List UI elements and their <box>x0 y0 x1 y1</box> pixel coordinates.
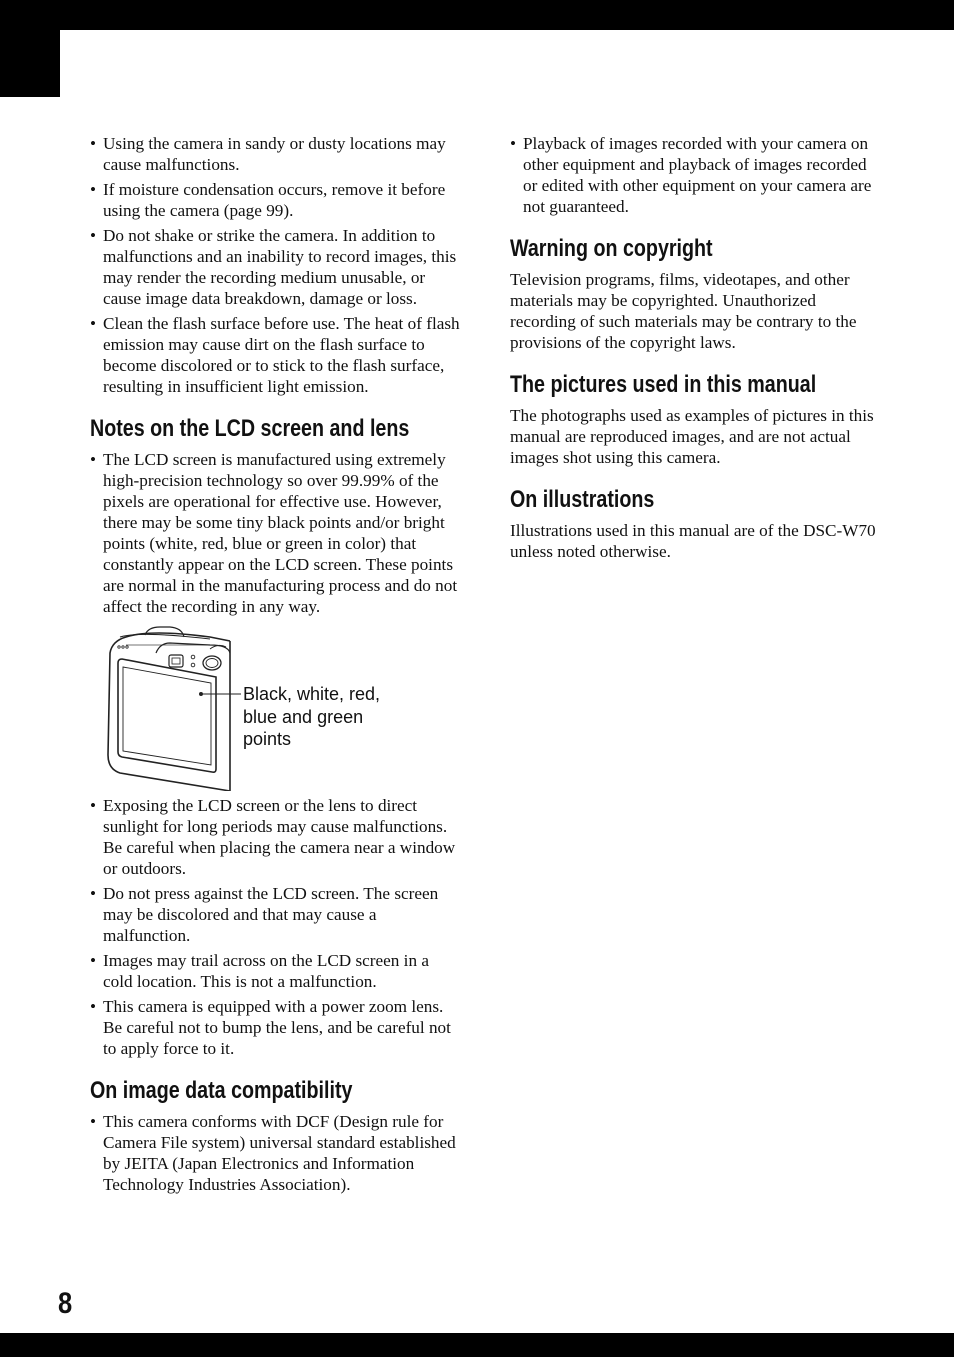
lcd-bullet-list-continued <box>90 795 460 1059</box>
copyright-section-heading: Warning on copyright <box>510 235 713 262</box>
illustrations-section-heading: On illustrations <box>510 486 655 513</box>
list-item: • Using the camera in sandy or dusty locations may cause malfunctions. <box>90 133 460 175</box>
list-item: • This camera is equipped with a power zoom lens. Be careful not to bump the lens, and be careful not to apply force to it. <box>90 996 460 1059</box>
list-item: • Do not shake or strike the camera. In addition to malfunctions and an inability to record images, this may render the recording medium unusable, or cause image data breakdown, damage or loss. <box>90 225 460 309</box>
list-item: • This camera conforms with DCF (Design rule for Camera File system) universal standard established by JEITA (Japan Electronics and Information Technology Industries Association). <box>90 1111 460 1195</box>
page-number: 8 <box>58 1287 73 1320</box>
list-item: • Clean the flash surface before use. The heat of flash emission may cause dirt on the flash surface to become discolored or to stick to the flash surface, resulting in insufficient light emission. <box>90 313 460 397</box>
header-bar <box>0 0 954 30</box>
footer-bar <box>0 1333 954 1357</box>
intro-bullet-list <box>90 133 460 397</box>
lcd-bullet-list <box>90 449 460 617</box>
corner-tab <box>0 30 60 97</box>
pictures-section-heading: The pictures used in this manual <box>510 371 817 398</box>
figure-callout: Black, white, red, blue and green points <box>243 684 381 749</box>
illustrations-text: Illustrations used in this manual are of the DSC-W70 unless noted otherwise. <box>510 521 876 561</box>
left-column <box>90 133 460 1195</box>
copyright-text: Television programs, films, videotapes, and other materials may be copyrighted. Unauthorized recording of such materials may be contrary to the provisions of the copyright laws. <box>510 270 857 352</box>
playback-bullet-list <box>510 133 882 217</box>
list-item: • Exposing the LCD screen or the lens to direct sunlight for long periods may cause malfunctions. Be careful when placing the camera near a window or outdoors. <box>90 795 460 879</box>
lcd-section-heading: Notes on the LCD screen and lens <box>90 415 410 442</box>
list-item: • Images may trail across on the LCD screen in a cold location. This is not a malfunction. <box>90 950 460 992</box>
list-item: • Playback of images recorded with your camera on other equipment and playback of images recorded or edited with other equipment on your camera are not guaranteed. <box>510 133 882 217</box>
list-item: • The LCD screen is manufactured using extremely high-precision technology so over 99.99% of the pixels are operational for effective use. However, there may be some tiny black points and/or bright points (white, red, blue or green in color) that constantly appear on the LCD screen. These points are normal in the manufacturing process and do not affect the recording in any way. <box>90 449 460 617</box>
compat-bullet-list <box>90 1111 460 1195</box>
pictures-text: The photographs used as examples of pictures in this manual are reproduced images, and are not actual images shot using this camera. <box>510 406 874 467</box>
right-column <box>510 133 882 562</box>
list-item: • If moisture condensation occurs, remove it before using the camera (page 99). <box>90 179 460 221</box>
lcd-screen-illustration <box>90 623 460 791</box>
compat-section-heading: On image data compatibility <box>90 1077 353 1104</box>
list-item: • Do not press against the LCD screen. The screen may be discolored and that may cause a malfunction. <box>90 883 460 946</box>
